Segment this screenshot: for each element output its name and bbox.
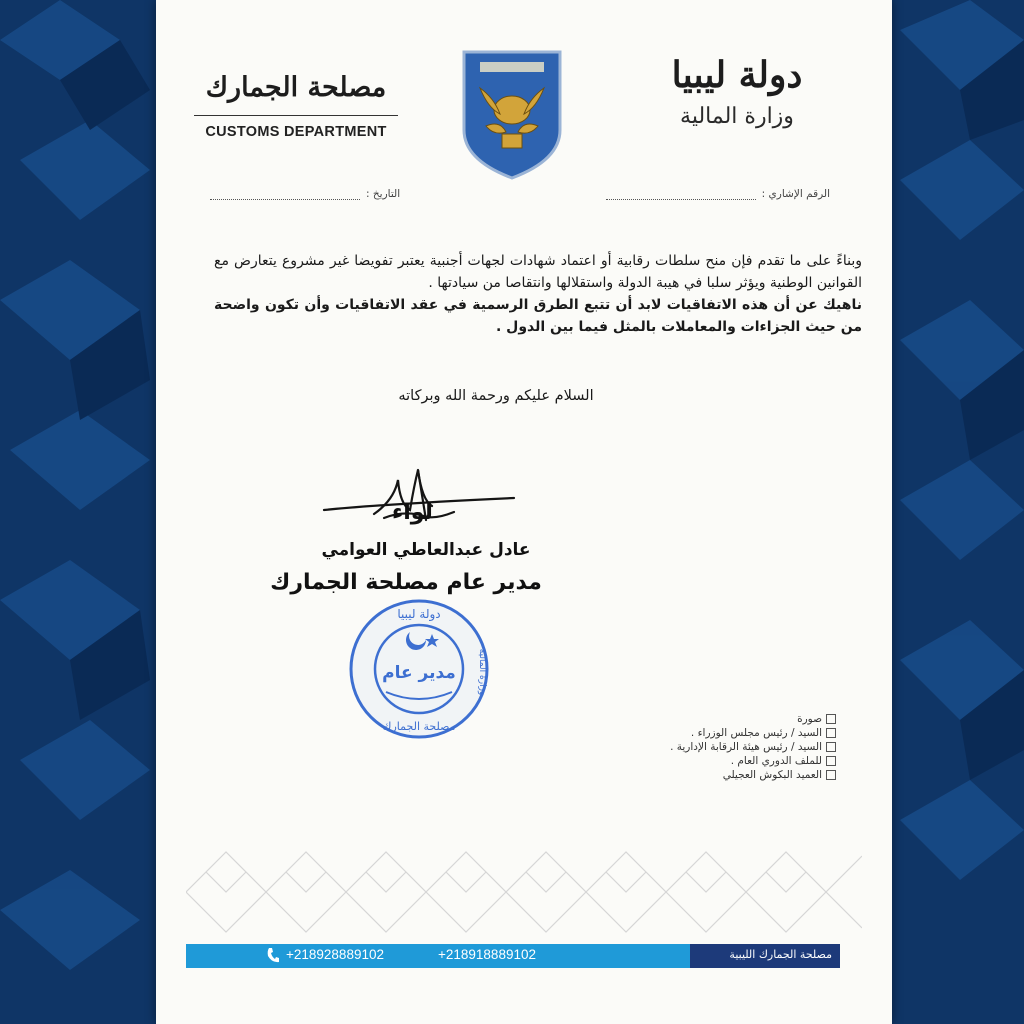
seal-center-text: مدير عام bbox=[382, 663, 456, 683]
phone-number-1: +218928889102 bbox=[286, 947, 384, 962]
department-name-en: CUSTOMS DEPARTMENT bbox=[205, 124, 387, 140]
footer-org-block bbox=[690, 944, 840, 968]
reference-dots bbox=[606, 189, 756, 200]
copies-heading: صورة bbox=[556, 712, 836, 726]
copy-item: للملف الدوري العام . bbox=[556, 754, 836, 768]
letter-page bbox=[156, 0, 892, 1024]
copy-item: السيد / رئيس هيئة الرقابة الإدارية . bbox=[556, 740, 836, 754]
date-dots bbox=[210, 189, 360, 200]
reference-label: الرقم الإشاري : bbox=[761, 188, 830, 200]
date-label: التاريخ : bbox=[366, 188, 401, 200]
header-state bbox=[642, 52, 832, 129]
copy-item: السيد / رئيس مجلس الوزراء . bbox=[556, 726, 836, 740]
signatory-name: عادل عبدالعاطي العوامي bbox=[321, 540, 531, 560]
copies-list bbox=[556, 712, 836, 782]
official-seal bbox=[346, 596, 492, 742]
paragraph-1: وبناءً على ما تقدم فإن منح سلطات رقابية أو اعتماد شهادات لجهات أجنبية يعتبر تفويضا غير مشروع يتعارض مع القوانين الوطنية ويؤثر سلبا في هيبة الدولة واستقلالها وانتقاصا من سيادتها . bbox=[214, 253, 862, 291]
letter-body bbox=[214, 250, 862, 338]
header-department bbox=[186, 72, 406, 140]
footer-org-name: مصلحة الجمارك الليبية bbox=[729, 948, 832, 961]
footer-bar bbox=[186, 944, 840, 968]
signatory-rank: لواء bbox=[392, 500, 433, 525]
copy-item: العميد البكوش العجيلي bbox=[556, 768, 836, 782]
seal-bottom-text: مصلحة الجمارك bbox=[382, 720, 456, 733]
phone-icon bbox=[266, 947, 280, 964]
ministry-name: وزارة المالية bbox=[680, 104, 794, 129]
footer-pattern bbox=[186, 842, 862, 942]
department-name-ar: مصلحة الجمارك bbox=[205, 72, 387, 103]
paragraph-2: ناهيك عن أن هذه الاتفاقيات لابد أن تتبع الطرق الرسمية في عقد الاتفاقيات وأن تكون واضحة من حيث الجزاءات والمعاملات بالمثل فيما بين الدول . bbox=[214, 297, 862, 335]
signatory-title: مدير عام مصلحة الجمارك bbox=[270, 570, 542, 595]
phone-number-2: +218918889102 bbox=[438, 947, 536, 962]
closing-greeting: السلام عليكم ورحمة الله وبركاته bbox=[398, 388, 594, 404]
customs-emblem-icon bbox=[460, 48, 564, 180]
date-field bbox=[210, 188, 400, 200]
seal-side-text: وزارة المالية bbox=[477, 648, 487, 696]
reference-number-field bbox=[606, 188, 830, 200]
header-divider bbox=[194, 115, 398, 116]
state-name: دولة ليبيا bbox=[671, 54, 803, 96]
seal-top-text: دولة ليبيا bbox=[397, 607, 441, 621]
